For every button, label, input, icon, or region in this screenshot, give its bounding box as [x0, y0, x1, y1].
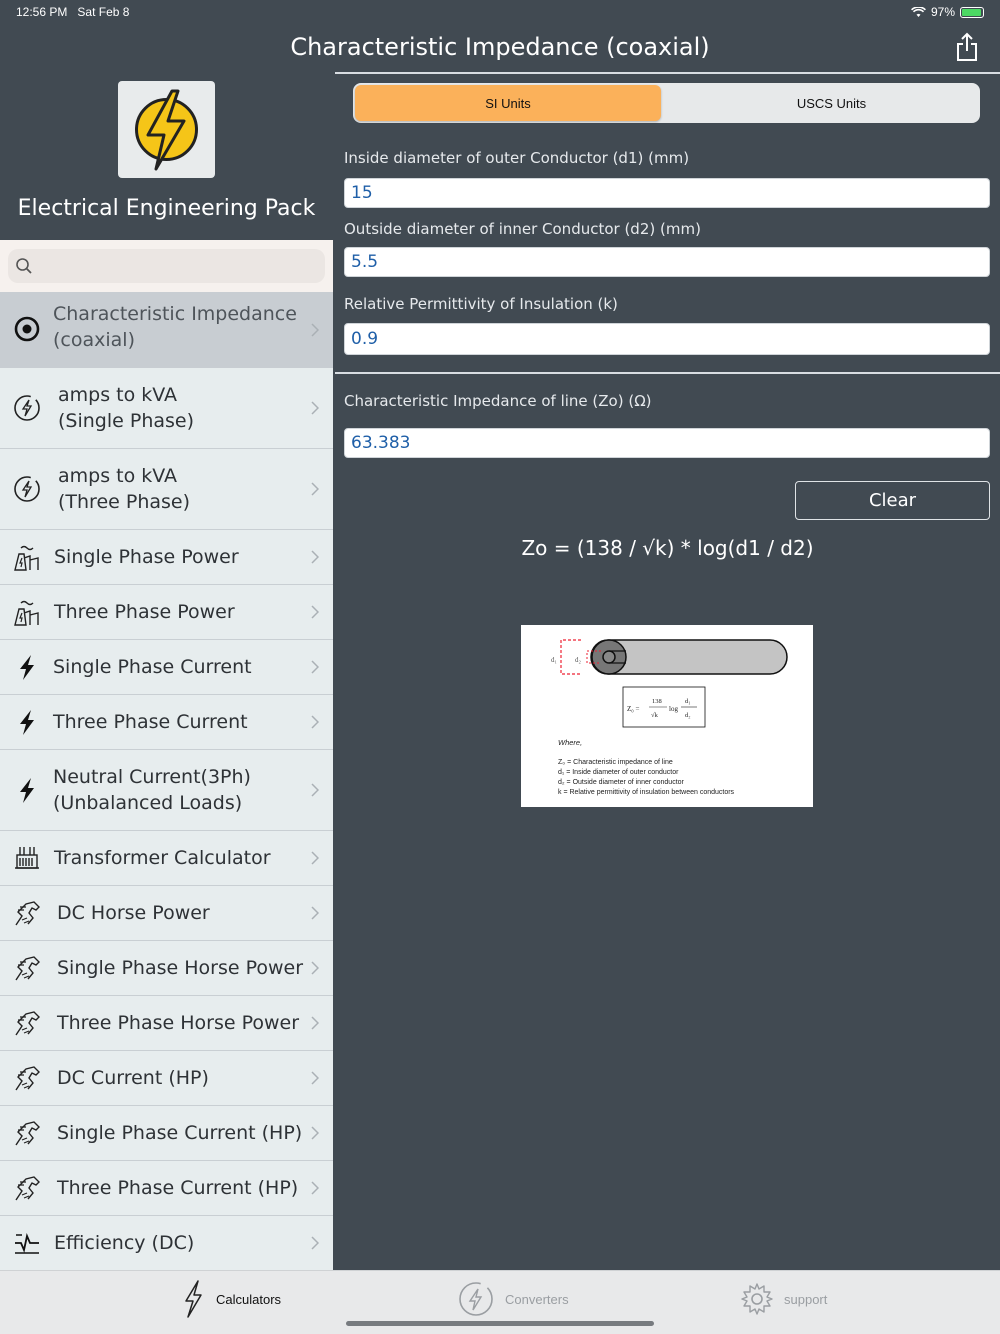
- sidebar-item-label: DC Current (HP): [57, 1067, 209, 1089]
- search-input[interactable]: [42, 253, 317, 279]
- sidebar-item-label: (Three Phase): [58, 491, 191, 513]
- sidebar-item-label: Three Phase Power: [54, 601, 235, 623]
- clear-button[interactable]: Clear: [795, 481, 990, 520]
- chevron-right-icon: [311, 715, 319, 729]
- search-field[interactable]: [8, 249, 325, 283]
- sidebar-item-three-phase-current[interactable]: [0, 695, 333, 750]
- chevron-right-icon: [311, 851, 319, 865]
- result-field[interactable]: [344, 428, 990, 458]
- chevron-right-icon: [311, 961, 319, 975]
- coaxial-diagram: [521, 625, 813, 807]
- d2-input[interactable]: [345, 248, 989, 276]
- status-right: [911, 5, 984, 19]
- sidebar-item-efficiency-dc[interactable]: [0, 1216, 333, 1270]
- sidebar-header: [0, 72, 333, 240]
- bolt-icon: [12, 652, 42, 682]
- horse-icon: [12, 1173, 42, 1203]
- bolt-circle-icon: [12, 393, 42, 423]
- calculator-list: [0, 292, 333, 1270]
- gear-icon: [740, 1282, 774, 1316]
- chevron-right-icon: [311, 482, 319, 496]
- horse-icon: [12, 1008, 42, 1038]
- eq-frac-den: d₂: [685, 712, 691, 719]
- tab-label: Calculators: [216, 1291, 282, 1307]
- sidebar-item-label: (Unbalanced Loads): [53, 792, 243, 814]
- eq-z: Z₀ =: [627, 705, 640, 713]
- battery-icon: [960, 7, 984, 18]
- horse-icon: [12, 1118, 42, 1148]
- chevron-right-icon: [311, 1181, 319, 1195]
- legend-line: Z₀ = Characteristic impedance of line: [558, 759, 673, 766]
- sidebar-item-single-phase-current[interactable]: [0, 640, 333, 695]
- sidebar-item-single-phase-horse-power[interactable]: [0, 941, 333, 996]
- chevron-right-icon: [311, 401, 319, 415]
- sidebar-item-label: amps to kVA: [58, 465, 178, 487]
- share-icon[interactable]: [954, 32, 980, 62]
- bolt-icon: [12, 775, 42, 805]
- result-output[interactable]: [345, 429, 989, 457]
- sidebar-item-three-phase-current-hp[interactable]: [0, 1161, 333, 1216]
- where-label: Where,: [558, 738, 583, 747]
- home-indicator: [346, 1321, 654, 1326]
- tab-calculators[interactable]: [180, 1277, 281, 1321]
- nav-bar: [0, 24, 1000, 72]
- power-plant-icon: [12, 542, 42, 572]
- legend-line: d₁ = Inside diameter of outer conductor: [558, 769, 679, 776]
- status-time: 12:56 PM Sat Feb 8: [16, 5, 130, 19]
- sidebar-item-label: Single Phase Current (HP): [57, 1122, 303, 1144]
- chevron-right-icon: [311, 1126, 319, 1140]
- sidebar-item-three-phase-power[interactable]: [0, 585, 333, 640]
- k-input[interactable]: [345, 324, 989, 354]
- transformer-icon: [12, 843, 42, 873]
- chevron-right-icon: [311, 660, 319, 674]
- bolt-circle-icon: [457, 1280, 495, 1318]
- bolt-circle-icon: [12, 474, 42, 504]
- result-label: Characteristic Impedance of line (Zo) (Ω): [344, 392, 652, 410]
- sidebar-item-amps-kva-three[interactable]: [0, 449, 333, 530]
- d1-field[interactable]: [344, 178, 990, 208]
- eq-log: log: [669, 705, 678, 713]
- sidebar-item-neutral-current[interactable]: [0, 750, 333, 831]
- search-icon: [15, 257, 33, 275]
- uscs-units-segment[interactable]: USCS Units: [796, 95, 867, 111]
- d2-label: Outside diameter of inner Conductor (d2) (mm): [344, 220, 701, 238]
- chevron-right-icon: [311, 605, 319, 619]
- si-units-segment[interactable]: SI Units: [355, 85, 661, 121]
- tab-converters[interactable]: [457, 1277, 569, 1321]
- eq-frac-num: d₁: [685, 698, 691, 705]
- sidebar-item-label: (Single Phase): [58, 410, 195, 432]
- bolt-icon: [12, 707, 42, 737]
- sidebar: [0, 72, 333, 1270]
- tab-label: Converters: [505, 1291, 569, 1307]
- d2-diagram-label: d₂: [575, 656, 581, 664]
- eq-den: √k: [651, 712, 658, 719]
- sidebar-item-single-phase-current-hp[interactable]: [0, 1106, 333, 1161]
- sidebar-item-label: Three Phase Horse Power: [57, 1012, 300, 1034]
- legend-line: d₂ = Outside diameter of inner conductor: [558, 779, 684, 786]
- sidebar-item-dc-current-hp[interactable]: [0, 1051, 333, 1106]
- d1-diagram-label: d₁: [551, 656, 557, 664]
- sidebar-item-label: Single Phase Current: [53, 656, 252, 678]
- sidebar-item-single-phase-power[interactable]: [0, 530, 333, 585]
- nav-divider: [335, 72, 1000, 74]
- formula-text: Zo = (138 / √k) * log(d1 / d2): [521, 536, 814, 560]
- sidebar-item-label: amps to kVA: [58, 384, 178, 406]
- sidebar-item-three-phase-horse-power[interactable]: [0, 996, 333, 1051]
- page-title: Characteristic Impedance (coaxial): [290, 33, 710, 61]
- sidebar-item-characteristic-impedance[interactable]: [0, 292, 333, 368]
- horse-icon: [12, 898, 42, 928]
- horse-icon: [12, 1063, 42, 1093]
- k-field[interactable]: [344, 323, 990, 355]
- sidebar-item-label: Neutral Current(3Ph): [53, 766, 251, 788]
- d1-input[interactable]: [345, 179, 989, 207]
- chevron-right-icon: [311, 783, 319, 797]
- legend-line: k = Relative permittivity of insulation between conductors: [558, 789, 735, 796]
- sidebar-item-label: Three Phase Current (HP): [57, 1177, 299, 1199]
- efficiency-icon: [12, 1228, 42, 1258]
- k-label: Relative Permittivity of Insulation (k): [344, 295, 618, 313]
- chevron-right-icon: [311, 1016, 319, 1030]
- tab-support[interactable]: [740, 1277, 827, 1321]
- sidebar-item-dc-horse-power[interactable]: [0, 886, 333, 941]
- sidebar-item-label: Characteristic Impedance: [53, 303, 297, 325]
- app-logo: [118, 81, 215, 178]
- sidebar-item-amps-kva-single[interactable]: [0, 368, 333, 449]
- wifi-icon: [911, 7, 926, 18]
- chevron-right-icon: [311, 1071, 319, 1085]
- chevron-right-icon: [311, 550, 319, 564]
- power-plant-icon: [12, 597, 42, 627]
- sidebar-item-label: (coaxial): [53, 329, 135, 351]
- search-bar: [0, 240, 333, 292]
- bolt-outline-icon: [180, 1279, 206, 1319]
- sidebar-item-label: Efficiency (DC): [54, 1232, 195, 1254]
- chevron-right-icon: [311, 1236, 319, 1250]
- sidebar-item-label: Single Phase Horse Power: [57, 957, 304, 979]
- status-bar: [0, 0, 1000, 24]
- unit-segmented-control: [353, 83, 980, 123]
- sidebar-item-transformer[interactable]: [0, 831, 333, 886]
- sidebar-item-label: Single Phase Power: [54, 546, 239, 568]
- tab-label: support: [784, 1291, 828, 1307]
- section-divider: [335, 372, 1000, 374]
- target-icon: [12, 314, 42, 344]
- app-title: Electrical Engineering Pack: [17, 196, 316, 221]
- sidebar-item-label: DC Horse Power: [57, 902, 210, 924]
- horse-icon: [12, 953, 42, 983]
- eq-num: 138: [652, 698, 662, 705]
- d2-field[interactable]: [344, 247, 990, 277]
- sidebar-item-label: Transformer Calculator: [54, 847, 271, 869]
- d1-label: Inside diameter of outer Conductor (d1) (mm): [344, 149, 690, 167]
- battery-percent: 97%: [930, 5, 955, 19]
- chevron-right-icon: [311, 323, 319, 337]
- sidebar-item-label: Three Phase Current: [53, 711, 248, 733]
- chevron-right-icon: [311, 906, 319, 920]
